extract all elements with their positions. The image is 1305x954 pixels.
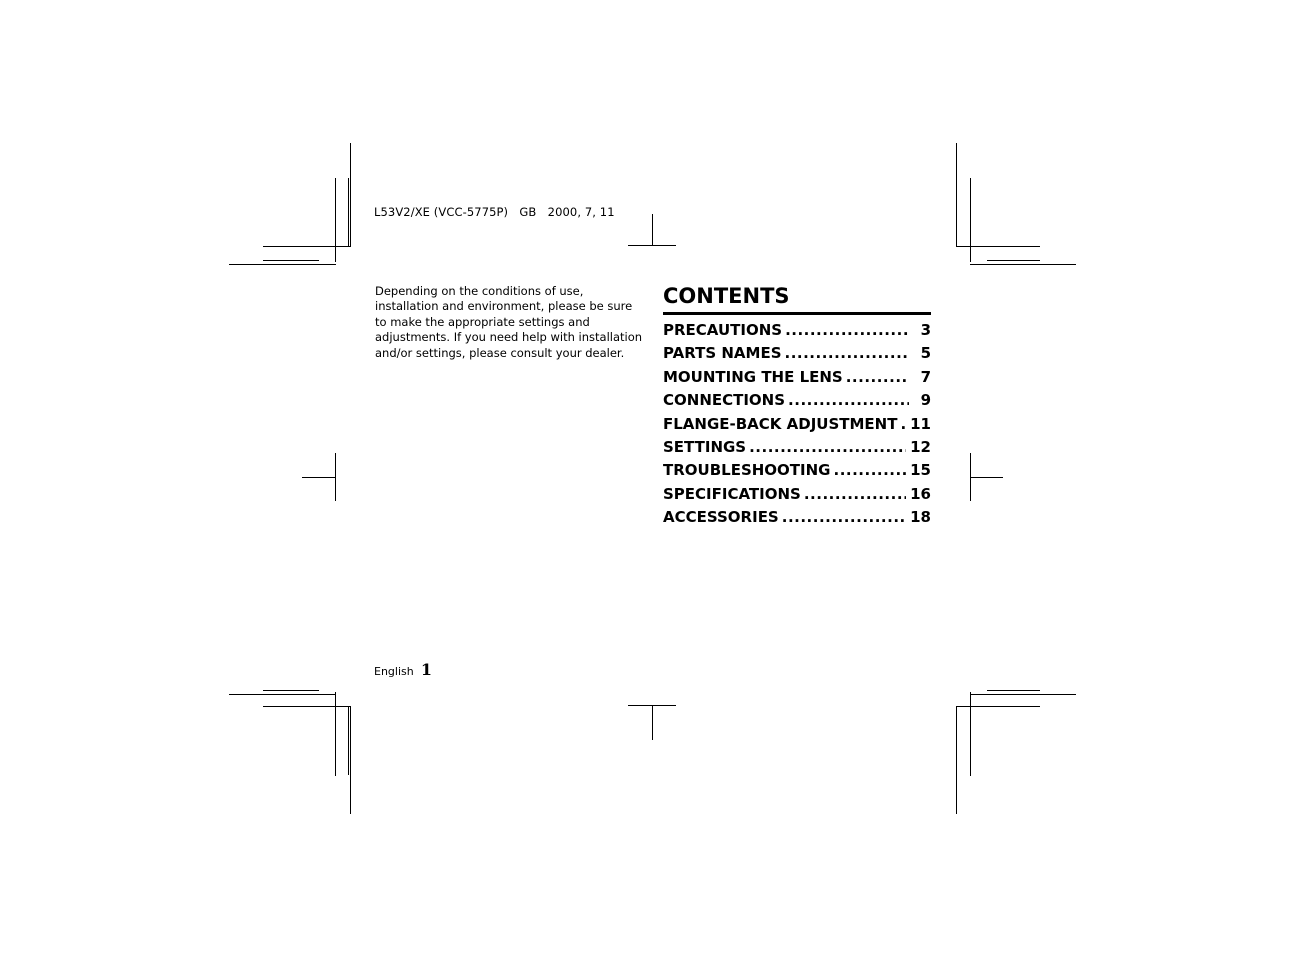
- toc-leader-dots: [785, 344, 910, 362]
- toc-item-accessories: [663, 508, 931, 531]
- toc-item-troubleshooting: [663, 461, 931, 484]
- toc-item-page: 15: [910, 461, 931, 480]
- crop-mark-top-left-lower-horizontal: [229, 264, 336, 265]
- footer-language: English: [374, 665, 414, 678]
- crop-mark-top-left-inner-vertical: [335, 178, 336, 262]
- intro-text: Depending on the conditions of use, installation and environment, please be sure to make the appropriate settings and adjustments. If you need help with installation and/or settings, please consult your dealer.: [375, 284, 643, 360]
- crop-mark-top-right-lower-horizontal: [970, 264, 1076, 265]
- toc-item-settings: [663, 438, 931, 461]
- page-footer: [374, 660, 432, 679]
- toc-item-label: PRECAUTIONS: [663, 321, 783, 339]
- toc-item-page: 16: [910, 484, 931, 503]
- intro-paragraph: [375, 284, 645, 361]
- crop-mark-bottom-left-short-vertical: [348, 706, 349, 775]
- crop-mark-bottom-left-inner-vertical: [335, 692, 336, 776]
- footer-page-number: 1: [420, 660, 432, 679]
- crop-mark-bottom-right-inner-vertical: [970, 692, 971, 776]
- toc-item-label: TROUBLESHOOTING: [663, 461, 831, 480]
- toc-item-page: 7: [920, 367, 931, 386]
- crop-mark-bottom-left-lower-horizontal: [229, 694, 336, 695]
- toc-leader-dots: [834, 461, 907, 479]
- center-mark-top-horizontal: [628, 245, 676, 246]
- table-of-contents: [663, 283, 931, 532]
- center-mark-bottom-vertical: [652, 705, 653, 740]
- toc-item-page: 12: [910, 437, 931, 456]
- crop-mark-bottom-left-outer-vertical: [350, 706, 351, 814]
- toc-leader-dots: [846, 368, 909, 386]
- crop-mark-top-left-short-vertical: [348, 178, 349, 247]
- toc-item-label: SETTINGS: [663, 437, 747, 456]
- toc-item-page: 11: [910, 414, 931, 433]
- crop-mark-top-left-upper-horizontal: [263, 246, 350, 247]
- toc-item-label: MOUNTING THE LENS: [663, 367, 843, 386]
- toc-item-label: ACCESSORIES: [663, 508, 779, 527]
- center-mark-top-vertical: [652, 214, 653, 246]
- toc-item-connections: [663, 391, 931, 414]
- toc-item-label: PARTS NAMES: [663, 344, 782, 363]
- toc-leader-dots: [785, 321, 909, 339]
- toc-item-page: 3: [920, 321, 931, 339]
- toc-item-page: 5: [920, 344, 931, 363]
- toc-leader-dots: [788, 391, 909, 409]
- crop-mark-bottom-right-outer-vertical: [956, 706, 957, 814]
- toc-item-specifications: [663, 485, 931, 508]
- toc-item-precautions: [663, 321, 931, 344]
- crop-mark-top-right-double-horizontal: [987, 260, 1040, 261]
- toc-leader-dots: [900, 415, 906, 433]
- side-mark-right-horizontal: [970, 477, 1003, 478]
- toc-leader-dots: [749, 438, 906, 456]
- contents-title: CONTENTS: [663, 283, 931, 315]
- crop-mark-bottom-right-upper-horizontal: [956, 706, 1040, 707]
- crop-mark-bottom-left-double-horizontal: [263, 690, 319, 691]
- print-info-header: L53V2/XE (VCC-5775P) GB 2000, 7, 11: [374, 205, 615, 219]
- toc-item-parts-names: [663, 344, 931, 367]
- toc-item-page: 9: [920, 391, 931, 410]
- crop-mark-top-left-outer-vertical: [350, 143, 351, 247]
- toc-item-flange-back-adjustment: [663, 415, 931, 438]
- toc-item-page: 18: [910, 508, 931, 527]
- crop-mark-bottom-left-upper-horizontal: [263, 706, 350, 707]
- crop-mark-bottom-right-double-horizontal: [987, 690, 1040, 691]
- toc-list: [663, 321, 931, 532]
- toc-item-mounting-the-lens: [663, 368, 931, 391]
- toc-item-label: SPECIFICATIONS: [663, 484, 801, 503]
- side-mark-left-horizontal: [302, 477, 336, 478]
- crop-mark-top-left-double-horizontal: [263, 260, 319, 261]
- crop-mark-bottom-right-lower-horizontal: [970, 694, 1076, 695]
- crop-mark-top-right-upper-horizontal: [956, 246, 1040, 247]
- toc-item-label: CONNECTIONS: [663, 391, 786, 410]
- toc-leader-dots: [782, 508, 906, 526]
- toc-item-label: FLANGE-BACK ADJUSTMENT: [663, 414, 898, 433]
- crop-mark-top-right-inner-vertical: [970, 178, 971, 262]
- crop-mark-top-right-outer-vertical: [956, 143, 957, 247]
- toc-leader-dots: [804, 485, 906, 503]
